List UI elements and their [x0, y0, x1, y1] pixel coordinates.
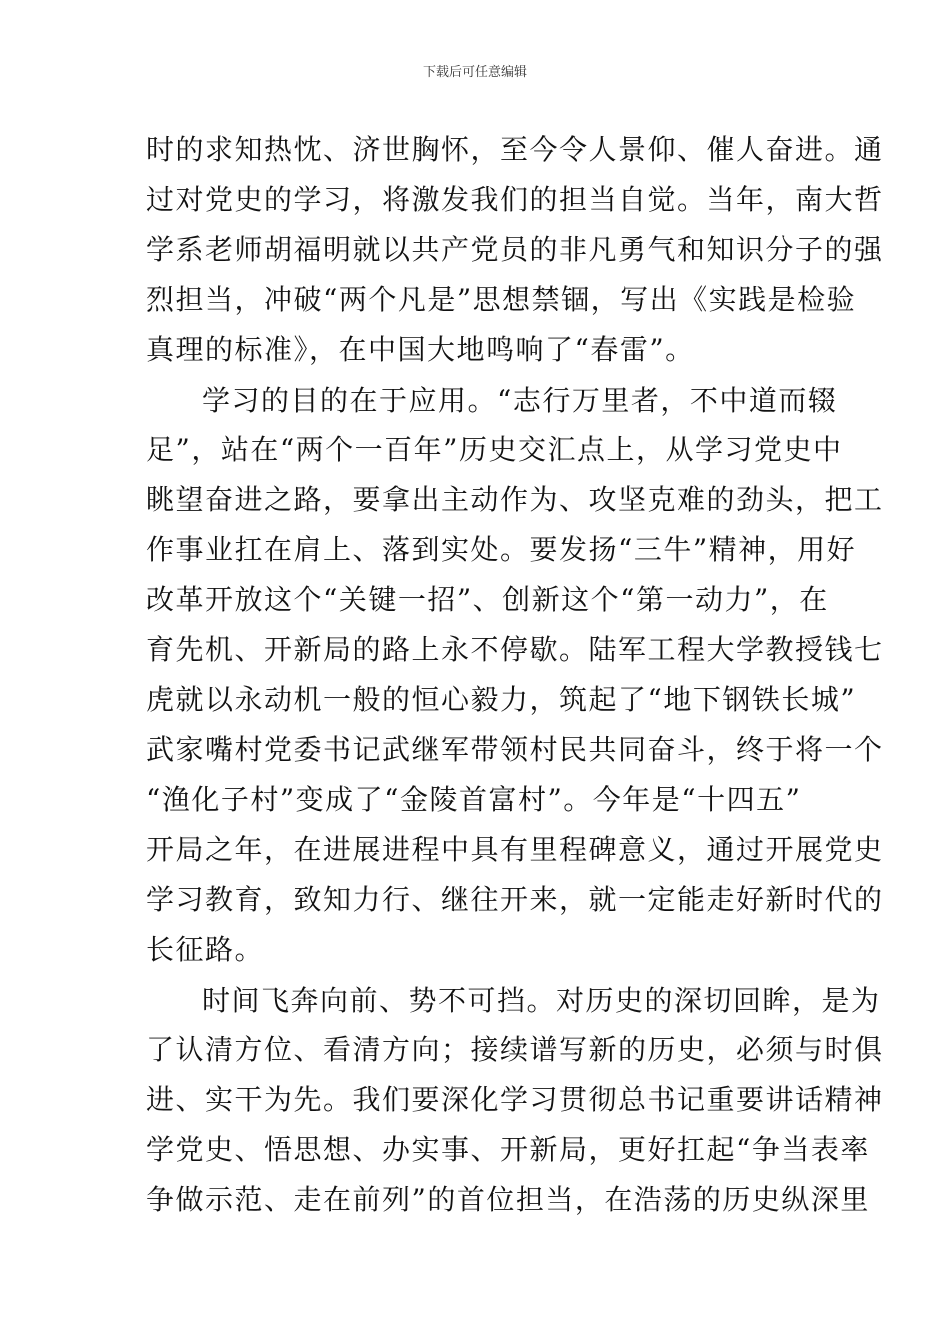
text-line: 开局之年，在进展进程中具有里程碑意义，通过开展党史: [146, 833, 884, 866]
text-line: 改革开放这个“关键一招”、创新这个“第一动力”，在: [146, 583, 829, 616]
text-line: 进、实干为先。我们要深化学习贯彻总书记重要讲话精神: [146, 1083, 884, 1116]
text-line: 了认清方位、看清方向；接续谱写新的历史，必须与时俱: [146, 1033, 884, 1066]
text-line: 学系老师胡福明就以共产党员的非凡勇气和知识分子的强: [146, 233, 884, 266]
text-line: “渔化子村”变成了“金陵首富村”。今年是“十四五”: [146, 783, 802, 816]
page-header-note: 下载后可任意编辑: [422, 65, 527, 80]
text-line: 时的求知热忱、济世胸怀，至今令人景仰、催人奋进。通: [146, 133, 884, 166]
text-line: 武家嘴村党委书记武继军带领村民共同奋斗，终于将一个: [146, 733, 884, 766]
text-line: 真理的标准》，在中国大地鸣响了“春雷”。: [146, 333, 695, 366]
text-line: 过对党史的学习，将激发我们的担当自觉。当年，南大哲: [146, 183, 884, 216]
text-line: 烈担当，冲破“两个凡是”思想禁锢，写出《实践是检验: [146, 283, 857, 316]
text-line: 时间飞奔向前、势不可挡。对历史的深切回眸，是为: [202, 984, 881, 1017]
text-line: 学党史、悟思想、办实事、开新局，更好扛起“争当表率: [146, 1133, 870, 1166]
text-line: 虎就以永动机一般的恒心毅力，筑起了“地下钢铁长城”: [146, 683, 857, 716]
text-line: 眺望奋进之路，要拿出主动作为、攻坚克难的劲头，把工: [146, 483, 884, 516]
text-line: 足”，站在“两个一百年”历史交汇点上，从学习党史中: [146, 433, 843, 466]
text-line: 育先机、开新局的路上永不停歇。陆军工程大学教授钱七: [146, 633, 884, 666]
text-line: 长征路。: [146, 933, 265, 966]
text-line: 学习教育，致知力行、继往开来，就一定能走好新时代的: [146, 883, 884, 916]
text-line: 争做示范、走在前列”的首位担当，在浩荡的历史纵深里: [146, 1183, 870, 1216]
text-line: 学习的目的在于应用。“志行万里者，不中道而辍: [202, 384, 838, 417]
text-line: 作事业扛在肩上、落到实处。要发扬“三牛”精神，用好: [146, 533, 857, 566]
